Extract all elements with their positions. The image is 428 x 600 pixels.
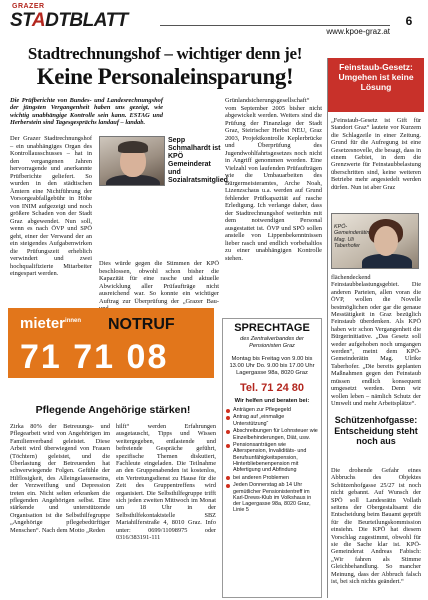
side-box-heading: Feinstaub-Gesetz: Umgehen ist keine Lösung [328,58,424,112]
side-photo-body-shape [362,254,412,269]
article-column-a: Der Grazer Stadtrechnungshof – ein unabhängiges Organ des Kontrollausschusses – hat in den vergangenen Jahren hervorragende und anerkannte Prüfberichte geliefert. So wurden in den städtischen Ämtern eine Nichtführung der Vorsorgeabfallgebühr in Höhe von INIM aufgezeigt und noch größere Schaden von der Stadt Graz abgewendet. Nun soll, wenn es nach ÖVP und SPÖ geht, einer der Verwand der an ein steigendes Aufgabenwirken die Prüfungszeit erheblich verwindert und zwei hochqualifizierte Mitarbeiter eingespart werden. [10,135,92,277]
side-box-text-3: Die drohende Gefahr eines Abbruchs des Objektes Schützenhofgasse 25/27 ist noch nicht gebannt. Auf Wunsch der SPÖ soll Landesrätin Vollath seitens der Obergestaltsamt die Entscheidung beim Bauamt geprüft für die Beurteilungskommission einsiehn. Die KPÖ hat diesem Vorschlag zugestimmt, obwohl für sie die Sache klar ist. KPÖ-Gemeinderat Andreas Fabisch: „Wir fahren als Stimme Gleichbehandlung. So mancher Meinung, dass der Abbruch falsch ist, bei sich nichts geändert.“ [331,467,421,586]
list-item: Abschreibungen für Lohnsteuer wie Einzelbehinderungen, Diät, usw. [226,428,320,441]
sprechtage-title: SPRECHTAGE [234,322,310,334]
bottom-article-column-b: hilft“ werden Erfahrungen ausgetauscht, Tipps und Wissen weitergegeben, entlastende und befreiende Gespräche geführt, spezifische Themen diskutiert, Fachleute eingeladen. Die Teilnahme an den Gruppenabenden ist kostenlos, ein Vertretungsdienst zu Hause für die Zeit des Gruppentreffens wird organisiert. Die Selbsthilfegruppe trifft sich jeden zweiten Mittwoch im Monat um 18 Uhr in der Selbsthilfekontaktstelle SBZ Mariahilferstraße 4, 8010 Graz. Info unter: 0699/11098975 oder 0316/383191-111 [116,423,216,542]
side-box-photo [331,213,419,269]
bottom-article-column-a: Zirka 80% der Betreuungs- und Pflegearbeit wird von Angehörigen im Familienverband geleistet. Diese Arbeit wird überwiegend von Frauen (Töchtern) geleistet, und die Überlastung der Betreuenden hat schwerwiegende Folgen. Gefühle der Hilflosigkeit, des Alleingelassenseins, der Verzweiflung und Depression treten ein. Nicht selten erkranken die pflegenden Angehörigen selbst. Eine stärkende und unterstützende Organisation ist die Selbsthilfegruppe „Angehörige pflegebedürftiger Menschen“. Nach dem Motto „Reden [10,423,110,534]
side-box-text-2: flächendeckend Feinstaubbelastungsgebiet. Die anderen Parteien, allen voran die ÖVP, wollen die Novelle bestmöglichen oder gar die genaue Messtätigkeit in Graz bezüglich Feinstaub überdenken. Als KPÖ haben wir schon Vergangenheit die Bürgerinitiative. „Das Gesetz soll weder aufgehoben noch umgangen werden“, meint dem KPÖ-Gemeinderätin Mag. Ulrike Taberhofer. „Die bereits geplanten Maßnahmen gegen den Feinstaub müssen endlich konsequent umgesetzt werden. Denn wir wollen leben – nämlich Schutz der Umwelt und mehr Arbeitsplätze“. [331,274,421,407]
sprechtage-phone[interactable]: Tel. 71 24 80 [239,382,304,394]
sprechtage-helpline: Wir helfen und beraten bei: [234,398,310,404]
bottom-article-title: Pflegende Angehörige stärken! [35,404,191,416]
photo-caption: Sepp Schmalhardt ist KPÖ Gemeinderat und Sozialratsmitglied [168,137,228,184]
list-item: Pensionsanträgen wie Alterspension, Invaliditäts- und Berufsunfähigkeitspension, Hinterbliebenenpension mit Abfertigung und Abfindung [226,442,320,473]
side-photo-face-shape [374,226,398,256]
title-suffix: DTBLATT [45,10,128,31]
ad-brand-small: innen [65,318,82,324]
article-column-c: Grünlandsicherungsgesellschaft“ vom September 2005 bisher nicht abgewickelt werden. Weiters sind die Prüfung der Finanzlage der Stadt Graz, Steirischer Herbst NEU, Graz 2003, Projektkontrolle Keplerbrücke und Überprüfung des Jugendwohlfahrtsgesetzes noch nicht in Angriff genommen worden. Eine Vielzahl von laufenden Prüfaufträgen wie die Umbauarbeiten des Bürgermeisteramtes, Arche Noah, Lizenzschaus u.a. werden auf Grund fehlender Prüfkapazität auf rasche Erledigung. Ich verlange daher, dass der Stadtrechnungshof weiterhin mit dem notwendigen Personal ausgestattet ist. ÖVP und SPÖ sollen anstelle von Lippenbekenntnissen lieber rasch und endlich vorbehaltlos zu einer unabhängigen Kontrolle stehen. [225,97,322,262]
sprechtage-service-list [226,407,320,515]
author-photo [99,136,165,186]
article-lead: Die Prüfberichte von Bundes- und Landesrechnungshof der jüngsten Vergangenheit haben uns gezeigt, wie wichtig unabhängige Kontrolle sein kann. ESTAG und Herberstein sind Tagesgesprächs landauf – landab. [10,97,163,127]
title-accent: A [31,10,46,31]
mieter-notruf-ad[interactable] [8,308,214,378]
masthead-graz-label: GRAZER [12,3,45,10]
masthead-title [10,10,128,32]
sprechtage-subtitle: des Zentralverbandes der Pensionisten Graz [240,336,304,349]
headline-main: Keine Personaleinsparung! [36,64,294,89]
side-box-text-1: „Feinstaub-Gesetz ist Gift für Standort Graz“ lautete vor Kurzem die Schlagzeile in einer Zeitung. Grund für die Aufregung ist eine Gesetzesnovelle, die besagt, dass in einem Gebiet, in dem die Grenzwerte für Feinstaubbelastung überschritten sind, keine weiteren Betriebe mehr angesiedelt werden dürfen. Nun ist aber Graz [331,117,421,191]
article-column-b: Dies würde gegen die Stimmen der KPÖ beschlossen, obwohl schon bisher die Kapazität für eine rasche und aktuelle Abwicklung aller Prüfaufträge nicht ausreichend war. So konnte ein wichtiger Auftrag zur Überprüfung der „Grazer Bau- [99,260,219,305]
list-item: Antrag auf „einmalige Unterstützung“ [226,414,320,427]
side-photo-caption: KPÖ-Gemeinderätin Mag. Uli Taberhofer [334,224,370,250]
ad-phone-number[interactable]: 71 71 08 [20,338,169,376]
photo-hair-shape [118,141,148,153]
ad-headline: NOTRUF [108,316,175,333]
list-item: bei anderen Problemen [226,475,320,481]
ad-brand-logo [20,315,81,332]
page-number: 6 [405,14,413,28]
title-prefix: ST [10,10,32,31]
masthead-url[interactable]: www.kpoe-graz.at [160,25,390,35]
headline-kicker: Stadtrechnungshof – wichtiger denn je! [27,44,303,63]
sprechtage-hours: Montag bis Freitag von 9.00 bis 13.00 Uhr Do. 9.00 bis 17.00 Uhr Lagergasse 98a, 8020 Graz [229,356,315,376]
list-item: Jeden Donnerstag ab 14 Uhr gemütlicher Pensionistentreff im Karl-Drews-Klub im Volkshaus in der Lagergasse 98a, 8020 Graz, Linie 5 [226,482,320,513]
list-item: Anträgen zur Pflegegeld [226,407,320,413]
side-box-heading-2: Schützenhofgasse: Entscheidung steht noch aus [334,415,418,446]
masthead [0,0,428,40]
ad-brand: mieter [20,315,66,332]
